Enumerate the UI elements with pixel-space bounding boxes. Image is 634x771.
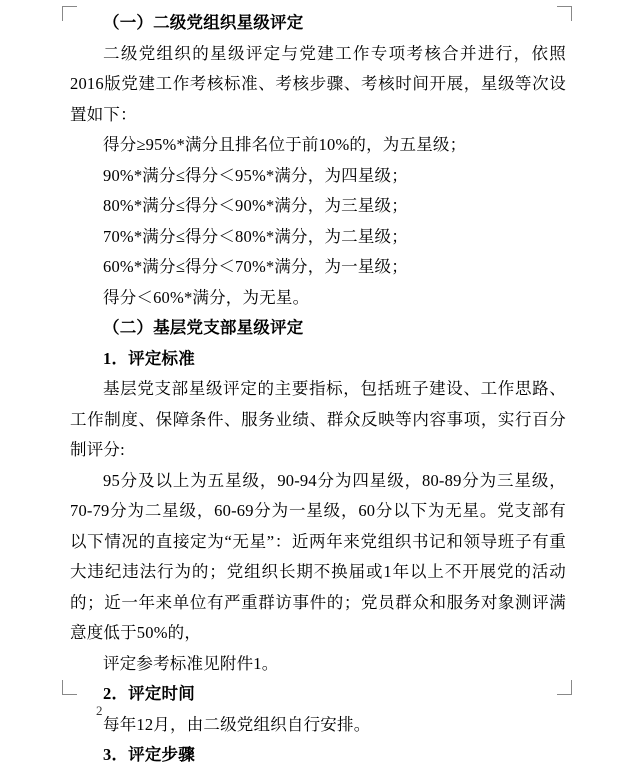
paragraph: 每年12月，由二级党组织自行安排。 [103,714,371,734]
subsection-heading: 3．评定步骤 [103,745,195,764]
paragraph: 二级党组织的星级评定与党建工作专项考核合并进行，依照2016版党建工作考核标准、考核步骤、考核时间开展，星级等次设置如下： [70,43,566,124]
paragraph: 评定参考标准见附件1。 [103,653,279,673]
paragraph: 95分及以上为五星级，90-94分为四星级，80-89分为三星级，70-79分为二星级，60-69分为一星级，60分以下为无星。党支部有以下情况的直接定为“无星”：近两年来党组织书记和领导班子有重大违纪违法行为的；党组织长期不换届或1年以上不开展党的活动的；近一年来单位有严重群访事件的；党员群众和服务对象测评满意度低于50%的， [70,470,566,642]
section-heading: （二）基层党支部星级评定 [103,318,304,337]
paragraph: 基层党支部星级评定的主要指标，包括班子建设、工作思路、工作制度、保障条件、服务业绩、群众反映等内容事项，实行百分制评分: [70,379,566,459]
paragraph: 90%*满分≤得分＜95%*满分，为四星级； [103,165,408,185]
subsection-heading: 2．评定时间 [103,684,195,703]
subsection-heading: 1．评定标准 [103,348,195,368]
paragraph: 80%*满分≤得分＜90%*满分，为三星级； [103,196,408,215]
section-heading: （一）二级党组织星级评定 [103,13,304,32]
document-body [70,8,566,771]
paragraph: 60%*满分≤得分＜70%*满分，为一星级； [103,257,408,276]
paragraph: 70%*满分≤得分＜80%*满分，为二星级； [103,226,408,246]
paragraph: 得分≥95%*满分且排名位于前10%的，为五星级； [103,135,467,154]
page-number: 2 [96,703,103,718]
paragraph: 得分＜60%*满分，为无星。 [103,287,310,307]
